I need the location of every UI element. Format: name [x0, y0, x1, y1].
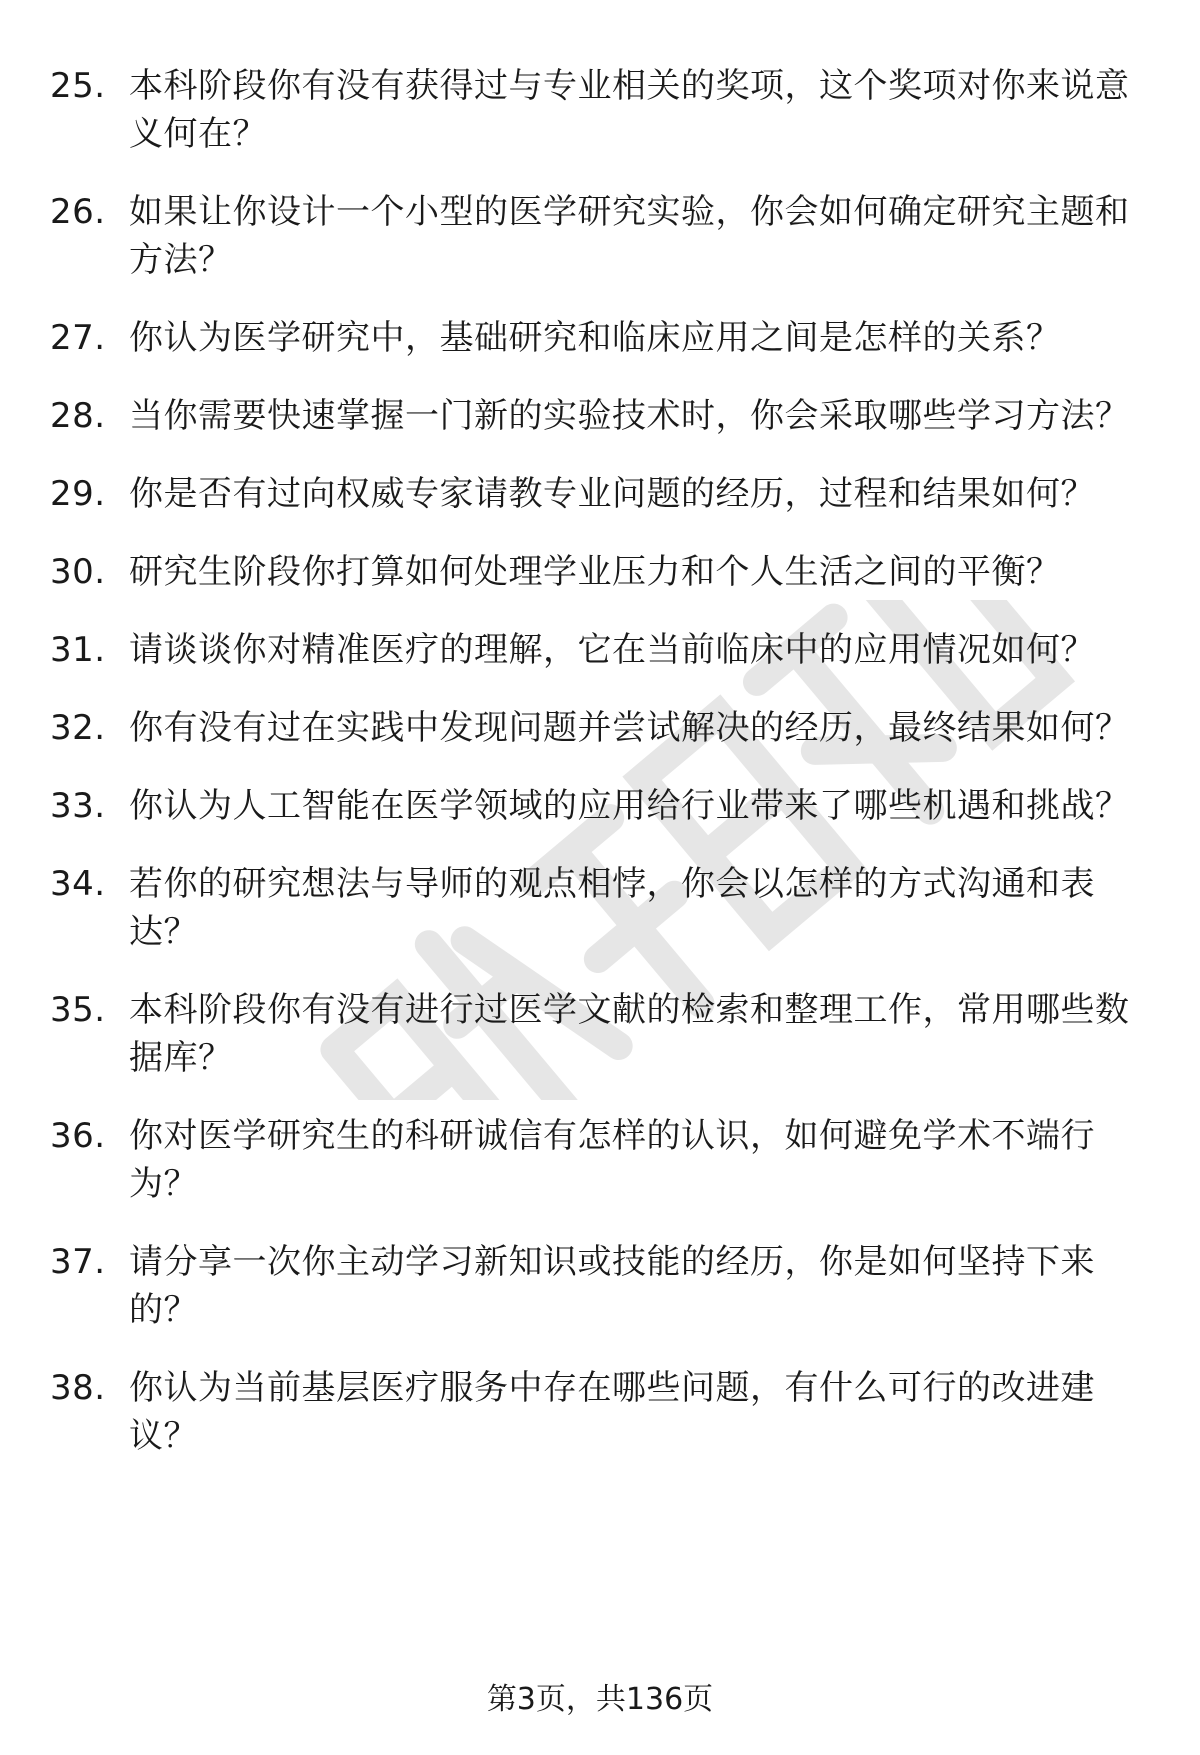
question-text: 本科阶段你有没有获得过与专业相关的奖项，这个奖项对你来说意义何在？ [129, 66, 1130, 154]
question-text: 你有没有过在实践中发现问题并尝试解决的经历，最终结果如何？ [129, 708, 1130, 748]
question-number: 27. [50, 318, 106, 358]
question-number: 36. [50, 1116, 106, 1156]
question-text: 请谈谈你对精准医疗的理解，它在当前临床中的应用情况如何？ [129, 630, 1095, 670]
question-item [50, 392, 1150, 440]
question-item [50, 626, 1150, 674]
question-list [50, 62, 1150, 1490]
question-number: 30. [50, 552, 106, 592]
question-text: 你对医学研究生的科研诚信有怎样的认识，如何避免学术不端行为？ [129, 1116, 1095, 1204]
question-number: 34. [50, 864, 106, 904]
question-text: 你是否有过向权威专家请教专业问题的经历，过程和结果如何？ [129, 474, 1095, 514]
question-number: 37. [50, 1242, 106, 1282]
question-item [50, 470, 1150, 518]
question-number: 35. [50, 990, 106, 1030]
page-footer [0, 1680, 1200, 1720]
question-text: 你认为医学研究中，基础研究和临床应用之间是怎样的关系？ [129, 318, 1061, 358]
question-text: 你认为人工智能在医学领域的应用给行业带来了哪些机遇和挑战？ [129, 786, 1130, 826]
question-number: 26. [50, 192, 106, 232]
page-number-label: 第3页，共136页 [486, 1682, 714, 1717]
question-item [50, 62, 1150, 158]
question-item [50, 1112, 1150, 1208]
question-item [50, 188, 1150, 284]
question-item [50, 314, 1150, 362]
question-item [50, 1364, 1150, 1460]
question-number: 38. [50, 1368, 106, 1408]
question-item [50, 782, 1150, 830]
question-item [50, 860, 1150, 956]
question-number: 33. [50, 786, 106, 826]
question-number: 29. [50, 474, 106, 514]
question-item [50, 986, 1150, 1082]
question-number: 31. [50, 630, 106, 670]
question-number: 32. [50, 708, 106, 748]
question-text: 当你需要快速掌握一门新的实验技术时，你会采取哪些学习方法？ [129, 396, 1130, 436]
question-item [50, 1238, 1150, 1334]
question-text: 本科阶段你有没有进行过医学文献的检索和整理工作，常用哪些数据库？ [129, 990, 1130, 1078]
question-text: 研究生阶段你打算如何处理学业压力和个人生活之间的平衡？ [129, 552, 1061, 592]
question-number: 25. [50, 66, 106, 106]
question-text: 请分享一次你主动学习新知识或技能的经历，你是如何坚持下来的？ [129, 1242, 1095, 1330]
question-item [50, 704, 1150, 752]
question-text: 如果让你设计一个小型的医学研究实验，你会如何确定研究主题和方法？ [129, 192, 1130, 280]
question-item [50, 548, 1150, 596]
question-text: 你认为当前基层医疗服务中存在哪些问题，有什么可行的改进建议？ [129, 1368, 1095, 1456]
question-number: 28. [50, 396, 106, 436]
question-text: 若你的研究想法与导师的观点相悖，你会以怎样的方式沟通和表达？ [129, 864, 1095, 952]
